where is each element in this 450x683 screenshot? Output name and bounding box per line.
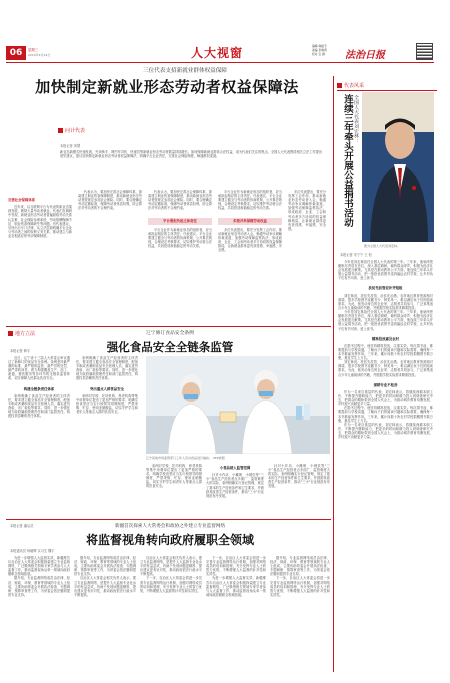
center-divider <box>333 76 334 672</box>
section-title: 人大视窗 <box>191 46 244 60</box>
lead-paragraph: 代表认为，要加快完善社会保障体系，探索建立职业伤害保障制度，推动新就业形态劳动者按规定参加社会保险。同时，要合理确定劳动定额标准，保障劳动者休息权利，防止算法对劳动者的不合理约束。 <box>78 190 142 211</box>
lead-intro: 新业态新模式快速发展，外卖骑手、网约车司机、快递员等新就业形态劳动者数量持续增长。如何保障新就业群体合法权益，成为代表们关注的焦点。全国人大代表围绕相关立法工作提出意见建议，建议加快制定新就业形态劳动者权益保障法，明确平台企业责任，完善社会保险制度，畅通维权渠道。 <box>60 150 322 159</box>
header-rule <box>6 62 434 63</box>
middle-headline: 强化食品安全全链条监管 <box>106 340 234 354</box>
middle-paragraph: 针对小作坊、小摊贩、小餐饮等“三小”食品生产经营者点多面广、监管难度大的实际，条例明确实行登记管理，规定了基本的生产经营条件和卫生要求，并鼓励其改善生产经营条件，推动“三小”行业规范有序发展。 <box>206 473 264 498</box>
editor-line: 美编 李晓莉 <box>312 48 327 52</box>
middle-byline: 本报记者 韩宇 <box>10 349 31 353</box>
test-tube <box>296 406 302 420</box>
portrait-photo <box>362 92 434 242</box>
right-subhead: 深耕专业不松劲 <box>373 382 398 387</box>
right-paragraph: 今年是刘宏林担任全国人大代表的第三年。三年来，他始终把履职尽责放在首位，深入基层调研，倾听群众呼声，积极为经济社会发展建言献策。尤其是在推动教育公平方面，他连续三年牵头开展公益捐书活动，把一批批优质图书送到偏远农村学校，让乡村孩子们有书可读、爱上读书。 <box>338 310 433 331</box>
middle-col-1 <box>8 356 70 516</box>
middle-subhead: 突出重点人群食品安全 <box>90 386 124 391</box>
sample-tray <box>220 412 236 422</box>
right-paragraph: 作为一名来自基层的代表，刘宏林表示，将继续深耕本职工作，不断提升履职能力，把更多的时间和精力投入到调查研究中去，把群众的期盼带到全国人代会上，为推动城乡教育均衡发展、乡村振兴贡献更多力量。 <box>338 389 433 407</box>
bottom-paragraph: 自治区人大常委会相关负责人表示，建立专业监督网络，是提升人大监督专业化水平的有益尝试，有助于发现问题更精准、提出建议更有针对性，推动政府依法行政水平不断提高。 <box>74 576 136 597</box>
lead-byline: 本报记者 刘慧 <box>60 144 81 148</box>
lead-paragraph: 平台企业作为新就业形态的组织者，应当承担起相应的主体责任。代表建议，平台企业要建立健全与劳动者的协商机制，公开算法规则，合理设定考核要求，切实维护劳动者合法权益，共同营造和谐稳定的劳动关系。 <box>218 190 282 211</box>
editor-credits <box>312 44 342 56</box>
middle-section-tag <box>8 330 35 337</box>
bottom-kicker: 新疆首次探索人大常委会和政协之外建立专业监督网络 <box>114 524 226 529</box>
bottom-paragraph: 为进一步增强人大监督实效，新疆维吾尔自治区人大常委会积极探索建立专业监督网络，广泛吸纳相关领域专家学者参与人大监督工作，推动监督视角从单一领域向政府履职全领域拓展。 <box>8 556 70 577</box>
lead-col-5 <box>288 190 326 360</box>
food-inspection-photo <box>146 356 330 454</box>
bottom-byline: 本报记者 潘从武 <box>10 524 34 528</box>
middle-subhead: 构建全链条责任体系 <box>23 386 55 391</box>
lead-headline: 加快制定新就业形态劳动者权益保障法 <box>35 78 299 96</box>
lead-paragraph: 多位代表提出，要充分发挥工会作用，推动新就业形态劳动者入会，畅通劳动争议调解仲裁渠道，加强劳动保障监察执法，形成政府、企业、工会和劳动者多方协同的权益保障格局，让新就业群体更有获得感、幸福感、安全感。 <box>288 190 326 231</box>
lead-section-tag <box>58 127 85 134</box>
qr-code-icon <box>416 43 433 60</box>
lead-paragraph: 平台企业作为新就业形态的组织者，应当承担起相应的主体责任。代表建议，平台企业要建立健全与劳动者的协商机制，公开算法规则，合理设定考核要求，切实维护劳动者合法权益，共同营造和谐稳定的劳动关系。 <box>148 227 212 249</box>
middle-paragraph: 条例对学校、托幼机构、养老机构等集中用餐单位提出了更加严格的要求，明确学校食堂应当实行校领导陪餐制度，严禁采购、贮存、使用亚硝酸盐，切实守护学生和老年人等重点人群的饮食安全。 <box>76 393 138 415</box>
middle-col-5 <box>268 464 330 516</box>
bottom-paragraph: 自治区人大常委会相关负责人表示，建立专业监督网络，是提升人大监督专业化水平的有益尝试，有助于发现问题更精准、提出建议更有针对性，推动政府依法行政水平不断提高。 <box>140 556 202 577</box>
section-square-icon <box>58 128 63 133</box>
bottom-col-2 <box>74 556 136 672</box>
date-line: 星期三 <box>28 48 39 52</box>
right-subhead: 精准投放惠及农村 <box>371 336 400 341</box>
right-paragraph: 作为一名来自基层的代表，刘宏林表示，将继续深耕本职工作，不断提升履职能力，把更多的时间和精力投入到调查研究中去，把群众的期盼带到全国人代会上，为推动城乡教育均衡发展、乡村振兴贡献更多力量。 <box>338 422 433 439</box>
right-paragraph: 今年是刘宏林担任全国人大代表的第三年。三年来，他始终把履职尽责放在首位，深入基层调研，倾听群众呼声，积极为经济社会发展建言献策。尤其是在推动教育公平方面，他连续三年牵头开展公益捐书活动，把一批批优质图书送到偏远农村学校，让乡村孩子们有书可读、爱上读书。 <box>338 260 433 281</box>
face <box>385 121 415 159</box>
middle-paragraph: 条例明确了食品生产经营者的主体责任，要求建立健全食品安全管理制度，配备专职或者兼职食品安全管理人员，落实进货查验、出厂检验等要求。同时，进一步强化地方政府属地管理责任和部门监管责任，构建权责清晰的责任体系。 <box>76 356 138 381</box>
lead-subhead: 完善社会保障体系 <box>8 198 36 202</box>
editor-line: 校对 宝 拂 <box>312 52 325 56</box>
section-tag-label: 问计代表 <box>65 128 86 134</box>
middle-paragraph: 针对小作坊、小摊贩、小餐饮等“三小”食品生产经营者点多面广、监管难度大的实际，条例明确实行登记管理，规定了基本的生产经营条件和卫生要求，并鼓励其改善生产经营条件，推动“三小”行业规范有序发展。 <box>268 464 330 489</box>
lead-paragraph: 多位代表提出，要充分发挥工会作用，推动新就业形态劳动者入会，畅通劳动争议调解仲裁渠道，加强劳动保障监察执法，形成政府、企业、工会和劳动者多方协同的权益保障格局，让新就业群体更有获得感、幸福感、安全感。 <box>218 227 282 253</box>
bottom-col-1 <box>8 556 70 672</box>
middle-paragraph: 条例明确了食品生产经营者的主体责任，要求建立健全食品安全管理制度，配备专职或者兼职食品安全管理人员，落实进货查验、出厂检验等要求。同时，进一步强化地方政府属地管理责任和部门监管责任，构建权责清晰的责任体系。 <box>8 393 70 419</box>
date-sub: 2019年4月24日 <box>28 53 51 57</box>
masthead-logo: 法治日报 <box>345 50 385 61</box>
bottom-paragraph: 据介绍，专业监督网络成员由法律、经济、财政、环保、教育等领域的专业人士组成，主要协助常委会开展执法检查、专题调研、预算审查等工作，为常委会依法履职提供专业支持。 <box>74 556 136 577</box>
vertical-headline: 连续三年牵头开展公益捐书活动 <box>342 94 353 227</box>
bottom-top-rule <box>6 519 331 520</box>
portrait-caption: 图为全国人大代表刘宏林。 <box>364 244 401 248</box>
right-rule <box>337 90 437 91</box>
lead-paragraph: 近年来，以互联网平台为代表的新业态蓬勃发展，吸纳大量劳动者就业。代表们在调研中发现，新就业形态劳动者普遍面临劳动关系认定难、社会保险参保率低、劳动报酬保障不足、职业伤害保障缺失等问题。有代表建议，尽快出台专门法律，从立法层面明确平台企业与劳动者之间的权利义务关系，推动建立与新业态相适应的劳动保障制度。 <box>8 205 72 238</box>
middle-col-2 <box>76 356 138 516</box>
face-mask <box>259 391 273 396</box>
bottom-paragraph: 下一步，自治区人大常委会将进一步完善专业监督网络运行机制，加强对网络成员的培训和管理，充分发挥专业人士的智力优势，不断增强人大监督的针对性和实效性。 <box>270 576 330 597</box>
bottom-headline: 将监督视角转向政府履职全领域 <box>85 533 254 547</box>
test-tube <box>304 404 310 420</box>
section-tag-label: 代表风采 <box>344 83 365 89</box>
lead-kicker: 三位代表支招新就业群体权益保障 <box>143 68 227 74</box>
middle-col-3 <box>146 464 202 516</box>
bottom-paragraph: 据介绍，专业监督网络成员由法律、经济、财政、环保、教育等领域的专业人士组成，主要协助常委会开展执法检查、专题调研、预算审查等工作，为常委会依法履职提供专业支持。 <box>8 576 70 597</box>
section-square-icon <box>8 331 13 336</box>
vertical-kicker: 全国人大代表刘宏林： <box>353 95 358 143</box>
bottom-sub-byline: 本报通讯员 杨朝辉 实习生 魏宇 <box>10 549 55 553</box>
section-square-icon <box>337 83 342 88</box>
bottom-paragraph: 为进一步增强人大监督实效，新疆维吾尔自治区人大常委会积极探索建立专业监督网络，广泛吸纳相关领域专家学者参与人大监督工作，推动监督视角从单一领域向政府履职全领域拓展。 <box>206 576 266 597</box>
bottom-col-5 <box>270 556 330 672</box>
middle-col-4 <box>206 464 264 516</box>
editor-line: 编辑 韩振宇 <box>312 44 327 48</box>
middle-top-rule <box>6 326 331 327</box>
right-col-1 <box>338 260 433 670</box>
right-section-tag <box>337 82 364 89</box>
lead-subhead: 多措并举保障劳动权益 <box>218 218 282 224</box>
bottom-paragraph: 下一步，自治区人大常委会将进一步完善专业监督网络运行机制，加强对网络成员的培训和管理，充分发挥专业人士的智力优势，不断增强人大监督的针对性和实效性。 <box>206 556 266 577</box>
middle-paragraph: 条例对学校、托幼机构、养老机构等集中用餐单位提出了更加严格的要求，明确学校食堂应当实行校领导陪餐制度，严禁采购、贮存、使用亚硝酸盐，切实守护学生和老年人等重点人群的饮食安全。 <box>146 464 202 489</box>
right-paragraph: 在捐书过程中，他坚持精准投放，注重实效。每次捐书前，都要提前与学校沟通，了解孩子们的阅读兴趣和实际需要，确保每一本书都能发挥作用。三年来，累计向数十所农村学校捐赠图书数万册，惠及学生上万名。 <box>338 406 433 423</box>
badge-icon <box>412 186 416 190</box>
lead-subhead: 平台要担负起主体责任 <box>148 218 212 224</box>
middle-kicker: 辽宁修订食品安全条例 <box>146 331 194 336</box>
right-paragraph: 刘宏林说，扶贫先扶智，治贫先治愚。农村地区教育资源相对薄弱，很多学校图书室藏书少、种类单一，难以满足孩子们的阅读需求。为此，他发动身边的企业家、志愿者共同参与，广泛募集适合少年儿童阅读的书籍，并根据学校实际需求精准投放。 <box>338 293 433 311</box>
page-number-badge: 06 <box>6 46 26 60</box>
right-paragraph: 在捐书过程中，他坚持精准投放，注重实效。每次捐书前，都要提前与学校沟通，了解孩子们的阅读兴趣和实际需要，确保每一本书都能发挥作用。三年来，累计向数十所农村学校捐赠图书数万册，惠及学生上万名。 <box>338 343 433 361</box>
bottom-paragraph: 下一步，自治区人大常委会将进一步完善专业监督网络运行机制，加强对网络成员的培训和管理，充分发挥专业人士的智力优势，不断增强人大监督的针对性和实效性。 <box>140 576 202 593</box>
right-paragraph: 刘宏林说，扶贫先扶智，治贫先治愚。农村地区教育资源相对薄弱，很多学校图书室藏书少、种类单一，难以满足孩子们的阅读需求。为此，他发动身边的企业家、志愿者共同参与，广泛募集适合少年儿童阅读的书籍，并根据学校实际需求精准投放。 <box>338 360 433 377</box>
right-byline: 本报记者 朱宁宁 王 恒 <box>340 253 372 257</box>
lead-paragraph: 代表认为，要加快完善社会保障体系，探索建立职业伤害保障制度，推动新就业形态劳动者按规定参加社会保险。同时，要合理确定劳动定额标准，保障劳动者休息权利，防止算法对劳动者的不合理约束。 <box>148 190 212 211</box>
section-tag-label: 地方立法 <box>15 331 36 337</box>
right-subhead: 扶贫先扶智应补齐短板 <box>368 286 403 291</box>
bottom-col-3 <box>140 556 202 672</box>
bottom-paragraph: 据介绍，专业监督网络成员由法律、经济、财政、环保、教育等领域的专业人士组成，主要协助常委会开展执法检查、专题调研、预算审查等工作，为常委会依法履职提供专业支持。 <box>270 556 330 577</box>
face-mask <box>184 394 198 399</box>
middle-subhead: 小食品纳入监管范围 <box>219 466 251 470</box>
middle-paragraph: 近日，辽宁省十三届人大常委会审议通过了新修订的食品安全条例。条例坚持最严谨的标准、最严格的监管、最严厉的处罚、最严肃的问责，着力构建覆盖生产、加工、流通、餐饮服务等各环节的全链条监管体系，切实保障人民群众饮食安全。 <box>8 356 70 381</box>
food-photo-caption: 辽宁某地市场监管部门工作人员对食品进行抽检。 CFP供图 <box>146 456 225 460</box>
bottom-col-4 <box>206 556 266 672</box>
